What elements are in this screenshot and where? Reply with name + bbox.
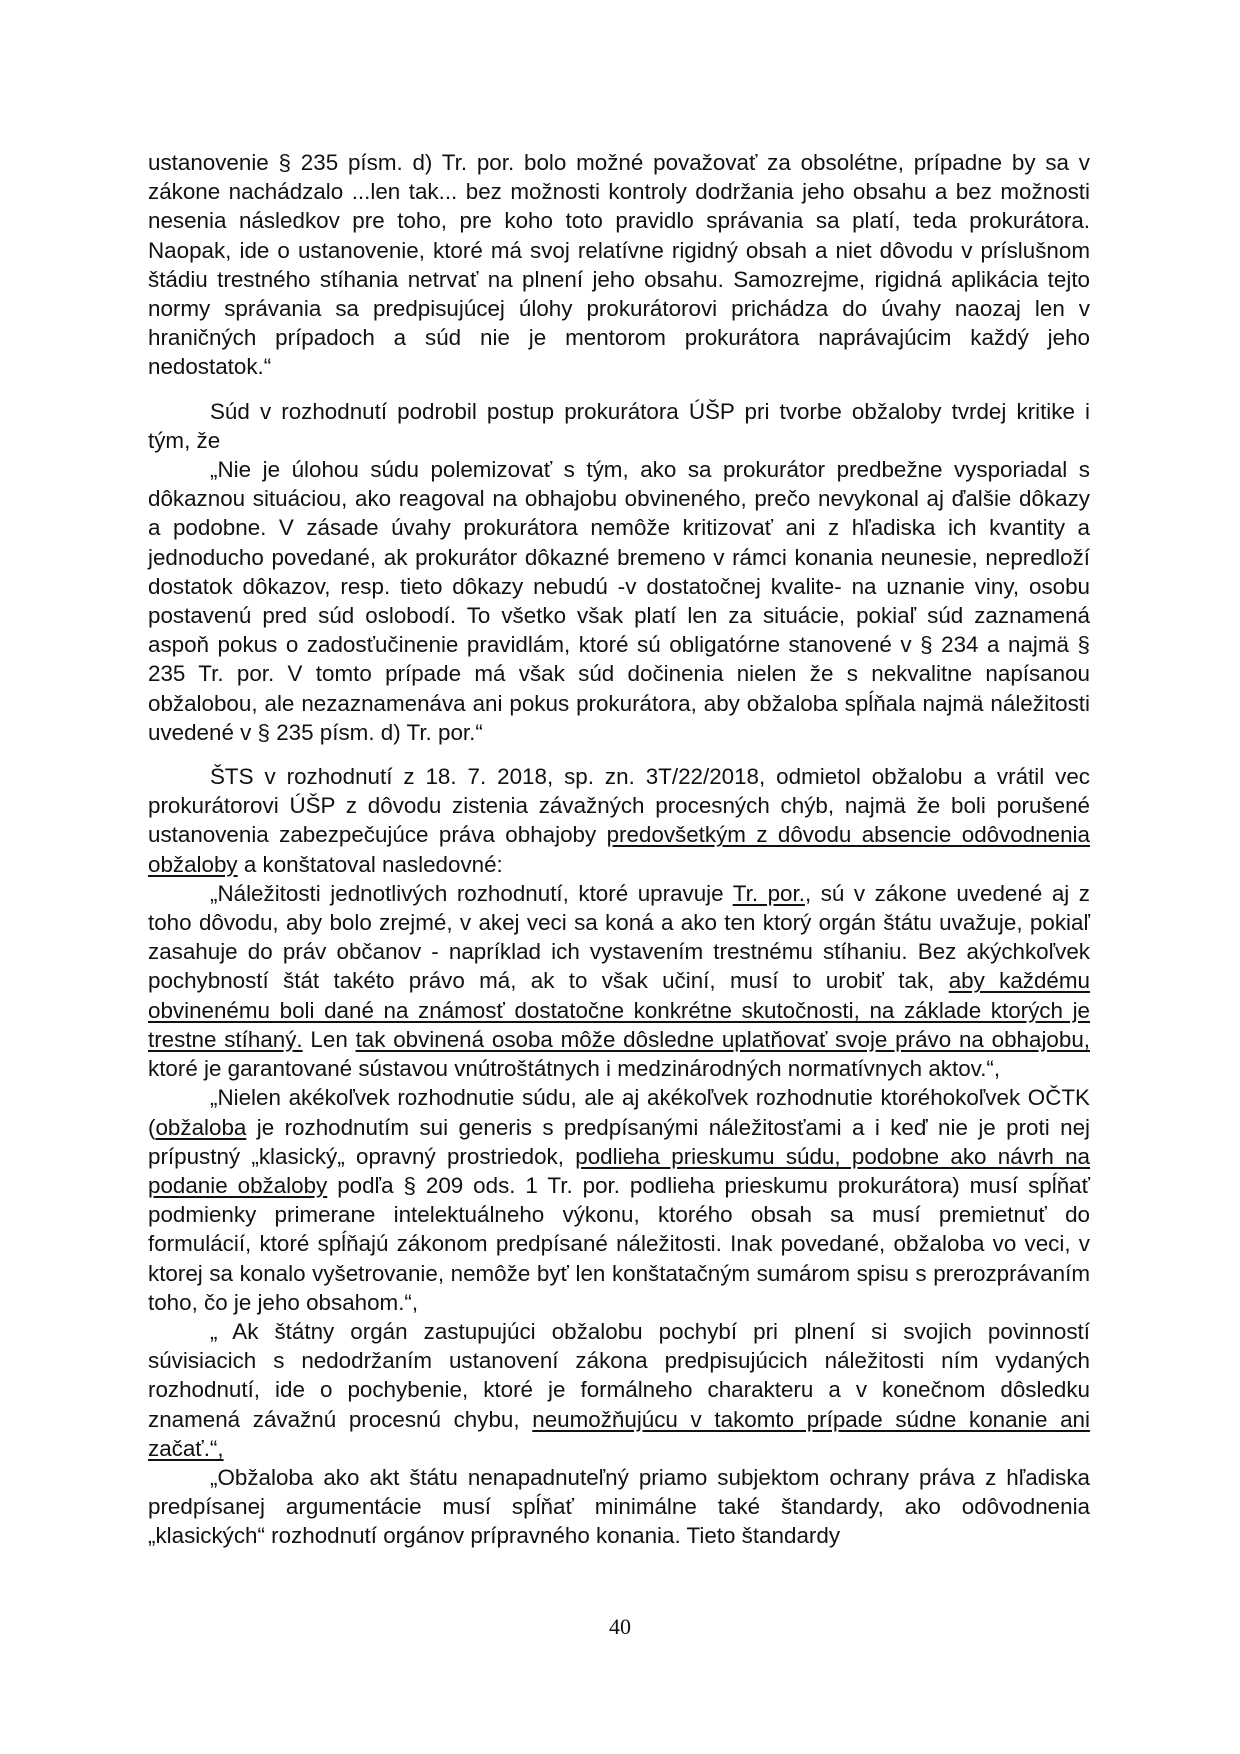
text-segment: „ Ak štátny orgán zastupujúci obžalobu pochybí pri plnení si svojich povinností súvisiacich s nedodržaním ustanovení zákona predpisujúcich náležitosti ním vydaných rozhodnutí, ide o pochybenie, ktoré je formálneho charakteru a v konečnom dôsledku znamená závažnú procesnú chybu,: [148, 1318, 1090, 1432]
paragraph-quote-obzaloba: „Obžaloba ako akt štátu nenapadnuteľný priamo subjektom ochrany práva z hľadiska predpísanej argumentácie musí spĺňať minimálne také štandardy, ako odôvodnenia „klasických“ rozhodnutí orgánov prípravného konania. Tieto štandardy: [148, 1464, 1090, 1549]
underlined-text: obžaloba: [155, 1114, 247, 1140]
page-number: 40: [609, 1614, 631, 1639]
text-segment: ktoré je garantované sústavou vnútroštátnych i medzinárodných normatívnych aktov.“,: [148, 1056, 1001, 1082]
text-segment: „Náležitosti jednotlivých rozhodnutí, ktoré upravuje: [210, 880, 733, 906]
underlined-text: predovšetkým z dôvodu absencie odôvodnenia obžaloby: [148, 822, 1090, 877]
text-segment: , sú v zákone uvedené aj z toho dôvodu, aby bolo zrejmé, v akej veci sa koná a ako ten ktorý orgán štátu uvažuje, pokiaľ zasahuje do práv občanov - napríklad ich vystavením trestnému stíhaniu. Bez akýchkoľvek pochybností štát takéto právo má, ak to však učiní, musí to urobiť tak,: [148, 880, 1090, 994]
paragraph-quote-continuation: ustanovenie § 235 písm. d) Tr. por. bolo možné považovať za obsolétne, prípadne by sa v zákone nachádzalo ...len tak... bez možnosti kontroly dodržania jeho obsahu a bez možnosti nesenia následkov pre toho, pre koho toto pravidlo správania sa platí, teda prokurátora. Naopak, ide o ustanovenie, ktoré má svoj relatívne rigidný obsah a niet dôvodu v príslušnom štádiu trestného stíhania netrvať na plnení jeho obsahu. Samozrejme, rigidná aplikácia tejto normy správania sa predpisujúcej úlohy prokurátorovi prichádza do úvahy naozaj len v hraničných prípadoch a súd nie je mentorom prokurátora naprávajúcim každý jeho nedostatok.“: [148, 150, 1090, 380]
underlined-text: tak obvinená osoba môže dôsledne uplatňovať svoje právo na obhajobu,: [355, 1026, 1090, 1052]
underlined-text: aby každému obvinenému boli dané na známosť dostatočne konkrétne skutočnosti, na základe ktorých je trestne stíhaný.: [148, 968, 1090, 1052]
underlined-text: neumožňujúcu v takomto prípade súdne konanie ani začať.“,: [148, 1406, 1090, 1461]
underlined-text: Tr. por.: [732, 880, 805, 906]
paragraph-sts-decision: [148, 762, 1090, 879]
text-segment: Len: [302, 1026, 356, 1052]
text-segment: a konštatoval nasledovné:: [237, 851, 503, 877]
text-segment: podľa § 209 ods. 1 Tr. por. podlieha prieskumu prokurátora) musí spĺňať podmienky primerane intelektuálneho výkonu, ktorého obsah sa musí premietnuť do formulácií, ktoré spĺňajú zákonom predpísané náležitosti. Inak povedané, obžaloba vo veci, v ktorej sa konalo vyšetrovanie, nemôže byť len konštatačným sumárom spisu s prerozprávaním toho, čo je jeho obsahom.“,: [148, 1172, 1090, 1315]
paragraph-court-quote: „Nie je úlohou súdu polemizovať s tým, ako sa prokurátor predbežne vysporiadal s dôkaznou situáciou, ako reagoval na obhajobu obvineného, prečo nevykonal aj ďalšie dôkazy a podobne. V zásade úvahy prokurátora nemôže kritizovať ani z hľadiska ich kvantity a jednoducho povedané, ak prokurátor dôkazné bremeno v rámci konania neunesie, nepredloží dostatok dôkazov, resp. tieto dôkazy nebudú -v dostatočnej kvalite- na uznanie viny, osobu postavenú pred súd oslobodí. To všetko však platí len za situácie, pokiaľ súd zaznamená aspoň pokus o zadosťučinenie pravidlám, ktoré sú obligatórne stanovené v § 234 a najmä § 235 Tr. por. V tomto prípade má však súd dočinenia nielen že s nekvalitne napísanou obžalobou, ale nezaznamenáva ani pokus prokurátora, aby obžaloba spĺňala najmä náležitosti uvedené v § 235 písm. d) Tr. por.“: [148, 457, 1090, 745]
text-segment: je rozhodnutím sui generis s predpísanými náležitosťami a i keď nie je proti nej prípustný „klasický„ opravný prostriedok,: [148, 1114, 1090, 1169]
text-segment: ŠTS v rozhodnutí z 18. 7. 2018, sp. zn. 3T/22/2018, odmietol obžalobu a vrátil vec prokurátorovi ÚŠP z dôvodu zistenia závažných procesných chýb, najmä že boli porušené ustanovenia zabezpečujúce práva obhajoby: [148, 764, 1090, 848]
underlined-text: podlieha prieskumu súdu, podobne ako návrh na podanie obžaloby: [148, 1143, 1091, 1198]
document-page: [148, 148, 1090, 1551]
text-segment: „Nielen akékoľvek rozhodnutie súdu, ale aj akékoľvek rozhodnutie ktoréhokoľvek OČTK (: [148, 1085, 1090, 1140]
paragraph-quote-nielen: [148, 1083, 1090, 1317]
paragraph-quote-statny-organ: [148, 1317, 1090, 1463]
paragraph-court-criticism: Súd v rozhodnutí podrobil postup prokurátora ÚŠP pri tvorbe obžaloby tvrdej kritike i tým, že: [148, 398, 1090, 453]
paragraph-quote-naleziosti: [148, 879, 1090, 1083]
